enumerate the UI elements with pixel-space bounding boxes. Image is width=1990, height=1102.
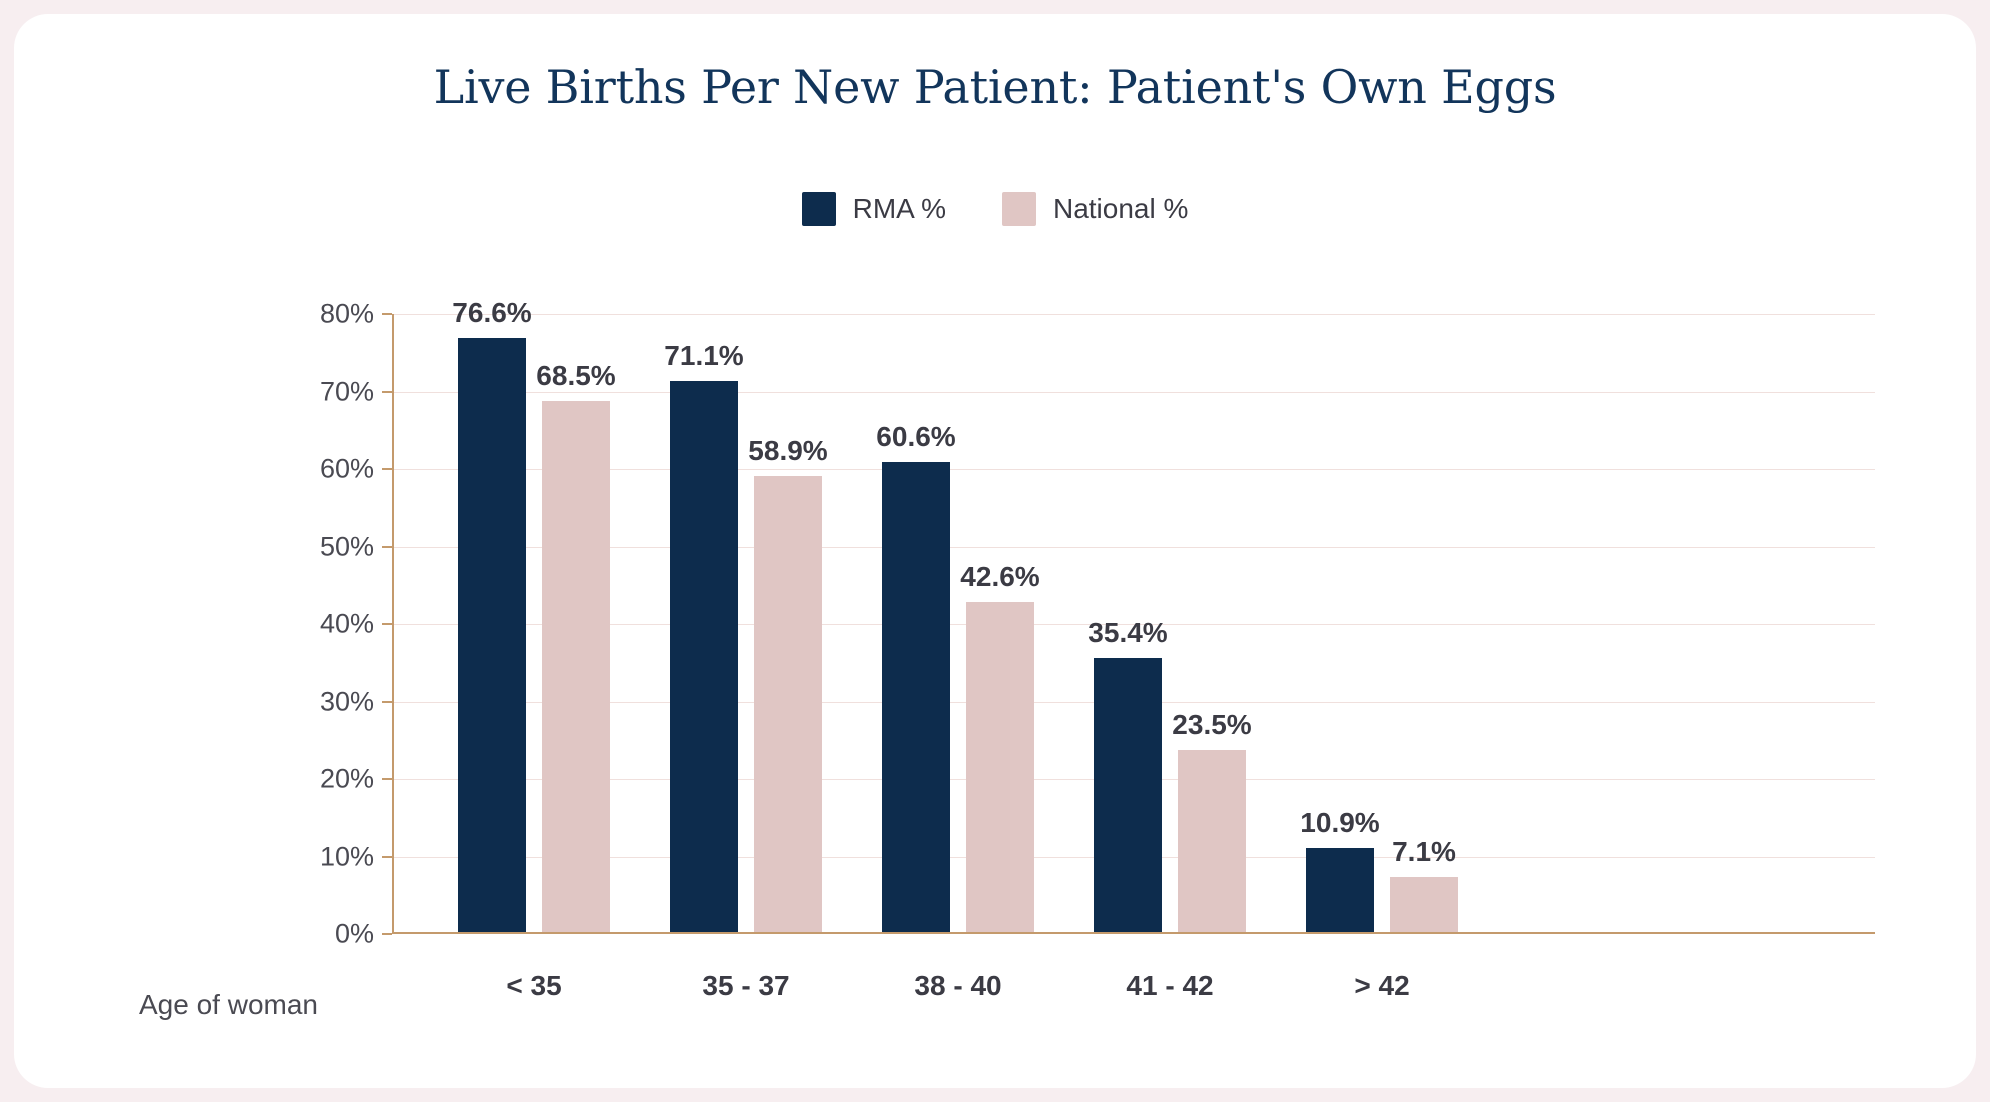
x-axis-category-label: 38 - 40 bbox=[914, 970, 1002, 1001]
y-axis-tick-mark bbox=[382, 391, 392, 393]
bar-value-label: 23.5% bbox=[1172, 708, 1252, 740]
y-axis-tick-label: 30% bbox=[319, 686, 374, 716]
legend-swatch-national bbox=[1002, 192, 1036, 226]
x-axis-category-label: 41 - 42 bbox=[1126, 970, 1214, 1001]
y-axis-tick-label: 40% bbox=[319, 608, 374, 639]
bar-value-label: 7.1% bbox=[1392, 835, 1456, 867]
bar-group bbox=[452, 297, 618, 1001]
y-axis-tick-label: 10% bbox=[319, 841, 374, 871]
bar-value-label: 10.9% bbox=[1300, 806, 1380, 838]
y-axis-tick-label: 0% bbox=[334, 918, 374, 949]
bar-rma[interactable] bbox=[1088, 616, 1168, 932]
y-axis-tick-mark bbox=[382, 933, 392, 935]
legend-label-rma: RMA % bbox=[852, 193, 946, 224]
y-axis-line bbox=[392, 314, 394, 934]
y-axis-tick-label: 80% bbox=[319, 298, 374, 329]
bar-rma[interactable] bbox=[876, 421, 956, 932]
legend-swatch-rma bbox=[802, 192, 836, 226]
bar-value-label: 42.6% bbox=[960, 560, 1040, 592]
bar-value-label: 58.9% bbox=[748, 434, 828, 466]
bar-rma[interactable] bbox=[664, 339, 744, 932]
bar-group bbox=[1088, 312, 1254, 1001]
y-axis-tick-mark bbox=[382, 701, 392, 703]
bar-national[interactable] bbox=[1390, 835, 1458, 932]
bar-value-label: 35.4% bbox=[1088, 616, 1168, 648]
y-axis-tick-mark bbox=[382, 313, 392, 315]
y-axis-tick-mark bbox=[382, 546, 392, 548]
y-axis-tick-mark bbox=[382, 468, 392, 470]
bar-national[interactable] bbox=[960, 560, 1040, 932]
x-axis-title: Age of woman bbox=[139, 989, 318, 1020]
bar-group bbox=[664, 312, 830, 1001]
chart-title: Live Births Per New Patient: Patient's Own Eggs bbox=[433, 60, 1557, 114]
bar-national[interactable] bbox=[1172, 708, 1252, 932]
chart-card bbox=[14, 14, 1976, 1088]
bar-value-label: 60.6% bbox=[876, 421, 956, 453]
x-axis-category-label: > 42 bbox=[1354, 970, 1410, 1001]
y-axis-tick-mark bbox=[382, 623, 392, 625]
legend-item-national[interactable] bbox=[1002, 192, 1188, 226]
legend-item-rma[interactable] bbox=[802, 192, 946, 226]
bar-value-label: 71.1% bbox=[664, 339, 744, 371]
y-axis-tick-mark bbox=[382, 778, 392, 780]
x-axis-category-label: < 35 bbox=[506, 970, 562, 1001]
bar-group bbox=[876, 312, 1042, 1001]
x-axis-line bbox=[392, 932, 1875, 934]
bar-rma[interactable] bbox=[1300, 806, 1380, 932]
bar-value-label: 76.6% bbox=[452, 297, 532, 329]
y-axis-tick-label: 60% bbox=[319, 453, 374, 484]
legend-label-national: National % bbox=[1052, 193, 1189, 224]
bar-value-label: 68.5% bbox=[536, 360, 616, 392]
plot-area bbox=[319, 297, 1875, 1001]
y-axis-tick-label: 20% bbox=[319, 763, 374, 794]
chart-legend bbox=[14, 192, 1976, 226]
bar-rma[interactable] bbox=[452, 297, 532, 932]
bar-group bbox=[1300, 312, 1466, 1001]
x-axis-category-label: 35 - 37 bbox=[702, 970, 790, 1001]
bar-national[interactable] bbox=[536, 360, 616, 932]
y-axis-tick-mark bbox=[382, 856, 392, 858]
bar-national[interactable] bbox=[748, 434, 828, 932]
y-axis-tick-label: 50% bbox=[319, 531, 374, 561]
y-axis-tick-label: 70% bbox=[319, 376, 374, 406]
